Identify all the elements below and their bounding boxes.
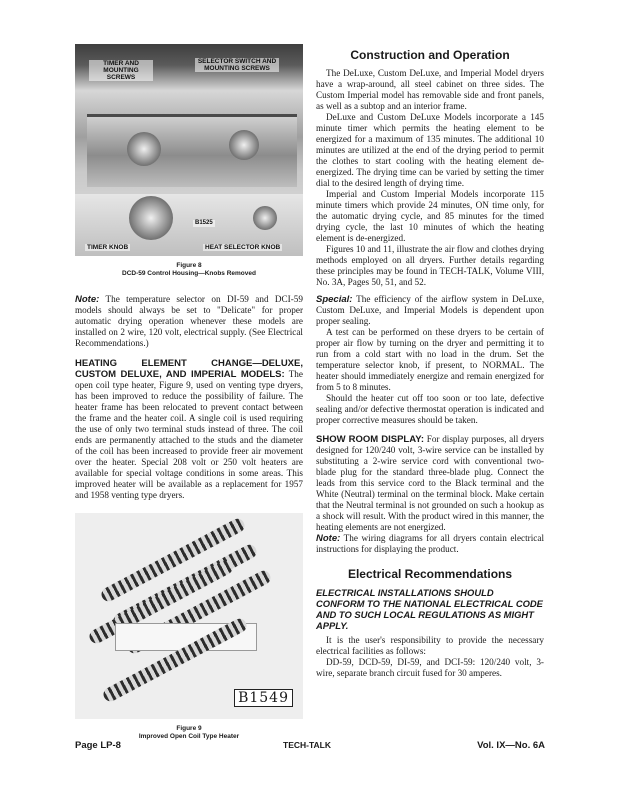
construction-p2: DeLuxe and Custom DeLuxe Models incorporate a 145 minute timer which permits the heating element to be energized for a maximum of 135 minutes. The additional 10 minutes are utilized at the end of the drying period to permit the clothes to start cooling with the heating element de-energized. The drying time can be varied by setting the timer dial to the desired length of drying time. xyxy=(316,112,544,188)
heat-knob-shape xyxy=(253,206,277,230)
left-column xyxy=(75,44,303,741)
figure-8-photo xyxy=(75,44,303,256)
timer-knob-shape xyxy=(129,196,173,240)
construction-p3: Imperial and Custom Imperial Models incorporate 115 minute timers which provide 24 minutes, ON time only, for the automatic drying cycle, and 85 minutes for the timed drying cycle, the last 10 minutes of which the heating element is de-energized. xyxy=(316,189,544,243)
figure-9-title: Improved Open Coil Type Heater xyxy=(138,733,240,740)
plate-mark-9: B1549 xyxy=(234,689,293,707)
heating-heading: HEATING ELEMENT CHANGE—DELUXE, CUSTOM DELUXE, AND IMPERIAL MODELS: xyxy=(75,358,303,380)
electrical-p1: It is the user's responsibility to provide the necessary electrical facilities as follows: xyxy=(316,635,544,656)
special-paragraph xyxy=(316,294,544,327)
electrical-p2: DD-59, DCD-59, DI-59, and DCI-59: 120/240 volt, 3-wire, separate branch circuit fused for 30 amperes. xyxy=(316,657,544,678)
showroom-heading: SHOW ROOM DISPLAY: xyxy=(316,434,424,445)
control-panel-shape xyxy=(87,114,297,187)
figure-9-photo xyxy=(75,513,303,719)
publication-name: TECH-TALK xyxy=(283,740,331,750)
label-heat-knob: HEAT SELECTOR KNOB xyxy=(205,244,281,251)
showroom-text: For display purposes, all dryers designed for 120/240 volt, 3-wire service can be installed by substituting a 2-wire service cord with conventional two-blade plug for the standard three-blade plug. Connect the leads from this service cord to the Black terminal and the White (Neutral) terminal on the terminal block. Make certain that the Neutral terminal is not grounded on such a hookup as a shock will result. With the product wired in this manner, the heating elements are not energized. xyxy=(316,434,544,532)
page-number: Page LP-8 xyxy=(75,740,121,751)
special-label: Special: xyxy=(316,294,353,305)
figure-8-caption xyxy=(75,262,303,278)
figure-8-number: Figure 8 xyxy=(176,262,202,269)
construction-p5: A test can be performed on these dryers to be certain of proper air flow by turning on the dryer and permitting it to run from a cold start with no load in the drum. Set the temperature selector knob, if present, to NORMAL. The heater should immediately energize and remain energized for from 5 to 8 minutes. xyxy=(316,327,544,392)
label-timer-screws: TIMER AND MOUNTING SCREWS xyxy=(89,60,153,81)
label-timer-knob: TIMER KNOB xyxy=(87,244,129,251)
electrical-warning: ELECTRICAL INSTALLATIONS SHOULD CONFORM TO THE NATIONAL ELECTRICAL CODE AND TO SUCH LOCAL REGULATIONS AS MIGHT APPLY. xyxy=(316,587,543,631)
note-label: Note: xyxy=(75,294,100,305)
electrical-title: Electrical Recommendations xyxy=(347,567,513,581)
figure-9-number: Figure 9 xyxy=(176,725,202,732)
construction-title: Construction and Operation xyxy=(350,48,510,62)
construction-p1: The DeLuxe, Custom DeLuxe, and Imperial Model dryers have a wrap-around, all steel cabinet on three sides. The Custom Imperial model has removable side and front panels, as well as a subtop and an interior frame. xyxy=(316,68,544,111)
label-selector-screws: SELECTOR SWITCH AND MOUNTING SCREWS xyxy=(195,58,279,72)
page-footer xyxy=(75,740,545,754)
note-text: The temperature selector on DI-59 and DCI-59 models should always be set to "Delicate" for proper automatic drying operation whenever these models are installed on 2 wire, 120 volt, electrical supply. (See Electrical Recommendations.) xyxy=(75,294,303,348)
showroom-note-label: Note: xyxy=(316,533,341,544)
timer-shaft-shape xyxy=(127,132,161,166)
note-paragraph xyxy=(75,294,303,349)
showroom-note xyxy=(316,533,544,555)
showroom-paragraph xyxy=(316,434,544,533)
selector-shaft-shape xyxy=(229,130,259,160)
showroom-note-text: The wiring diagrams for all dryers contain electrical instructions for displaying the product. xyxy=(316,533,544,554)
heating-text: The open coil type heater, Figure 9, used on venting type dryers, has been improved to reduce the possibility of failure. The heater frame has been relocated to prevent contact between the frame and the heater coil. A single coil is used requiring the use of only two terminal studs instead of three. The coil ends are permanently attached to the studs and the diameter of the coil has been increased to provide freer air movement over the heater. Special 208 volt or 250 volt heaters are available for special voltage conditions in some areas. This improved heater will be available as a replacement for 1957 and 1958 venting type dryers. xyxy=(75,369,303,500)
special-text: The efficiency of the airflow system in DeLuxe, Custom DeLuxe, and Imperial Models is dependent upon proper sealing. xyxy=(316,294,544,326)
heating-element-paragraph xyxy=(75,358,303,501)
plate-mark-8: B1525 xyxy=(195,220,213,226)
right-column xyxy=(316,48,544,679)
figure-8-title: DCD-59 Control Housing—Knobs Removed xyxy=(122,270,256,277)
volume-number: Vol. IX—No. 6A xyxy=(477,740,545,751)
construction-p4: Figures 10 and 11, illustrate the air flow and clothes drying methods employed on all dryers. Further details regarding these principles may be found in TECH-TALK, Volume VIII, No. 3A, Pages 50, 51, and 52. xyxy=(316,244,544,287)
construction-p6: Should the heater cut off too soon or too late, defective sealing and/or defective thermostat operation is indicated and proper corrective measures should be taken. xyxy=(316,393,544,425)
figure-9-caption xyxy=(75,725,303,741)
